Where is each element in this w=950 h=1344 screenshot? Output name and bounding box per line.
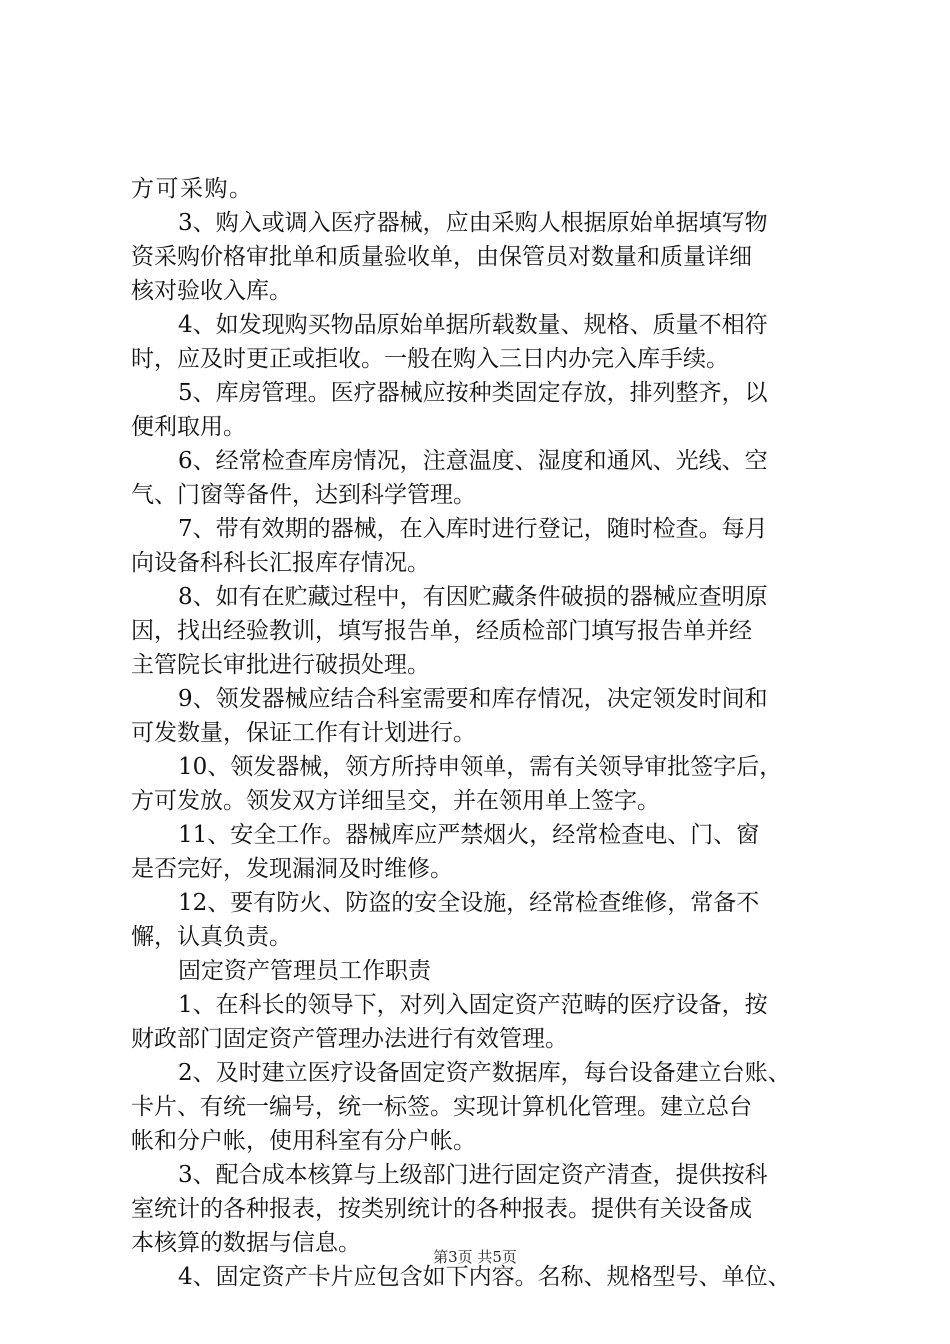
text-line: 因，找出经验教训，填写报告单，经质检部门填写报告单并经 [131,618,752,644]
text-line: 可发数量，保证工作有计划进行。 [131,720,476,746]
page-footer: 第3页 共5页 [433,1248,517,1266]
text-line: 便利取用。 [131,414,246,440]
text-line: 5、库房管理。医疗器械应按种类固定存放，排列整齐，以 [178,380,768,406]
text-line: 懈，认真负责。 [131,924,292,950]
text-line: 7、带有效期的器械，在入库时进行登记，随时检查。每月 [178,516,768,542]
text-line: 帐和分户帐，使用科室有分户帐。 [131,1128,476,1154]
text-line: 4、固定资产卡片应包含如下内容。名称、规格型号、单位、 [178,1264,791,1290]
text-line: 3、配合成本核算与上级部门进行固定资产清查，提供按科 [178,1162,768,1188]
text-line: 气、门窗等备件，达到科学管理。 [131,482,476,508]
document-body [131,172,841,1294]
text-line: 6、经常检查库房情况，注意温度、湿度和通风、光线、空 [178,448,768,474]
text-line: 向设备科科长汇报库存情况。 [131,550,430,576]
text-line: 资采购价格审批单和质量验收单，由保管员对数量和质量详细 [131,244,752,270]
text-line: 4、如发现购买物品原始单据所载数量、规格、质量不相符 [178,312,768,338]
text-line: 10、领发器械，领方所持申领单，需有关领导审批签字后， [178,754,783,780]
text-line: 固定资产管理员工作职责 [178,958,431,984]
text-line: 室统计的各种报表，按类别统计的各种报表。提供有关设备成 [131,1196,752,1222]
text-line: 时，应及时更正或拒收。一般在购入三日内办完入库手续。 [131,346,729,372]
text-line: 本核算的数据与信息。 [131,1230,361,1256]
text-line: 方可发放。领发双方详细呈交，并在领用单上签字。 [131,788,660,814]
text-line: 2、及时建立医疗设备固定资产数据库，每台设备建立台账、 [178,1060,791,1086]
text-line: 方可采购。 [131,176,254,202]
text-line: 核对验收入库。 [131,278,292,304]
text-line: 8、如有在贮藏过程中，有因贮藏条件破损的器械应查明原 [178,584,768,610]
text-line: 财政部门固定资产管理办法进行有效管理。 [131,1026,568,1052]
text-line: 卡片、有统一编号，统一标签。实现计算机化管理。建立总台 [131,1094,752,1120]
text-line: 1、在科长的领导下，对列入固定资产范畴的医疗设备，按 [178,992,768,1018]
text-line: 12、要有防火、防盗的安全设施，经常检查维修，常备不 [178,890,760,916]
text-line: 9、领发器械应结合科室需要和库存情况，决定领发时间和 [178,686,768,712]
text-line: 3、购入或调入医疗器械，应由采购人根据原始单据填写物 [178,210,768,236]
text-line: 11、安全工作。器械库应严禁烟火，经常检查电、门、窗 [178,822,760,848]
text-line: 是否完好，发现漏洞及时维修。 [131,856,453,882]
text-line: 主管院长审批进行破损处理。 [131,652,430,678]
